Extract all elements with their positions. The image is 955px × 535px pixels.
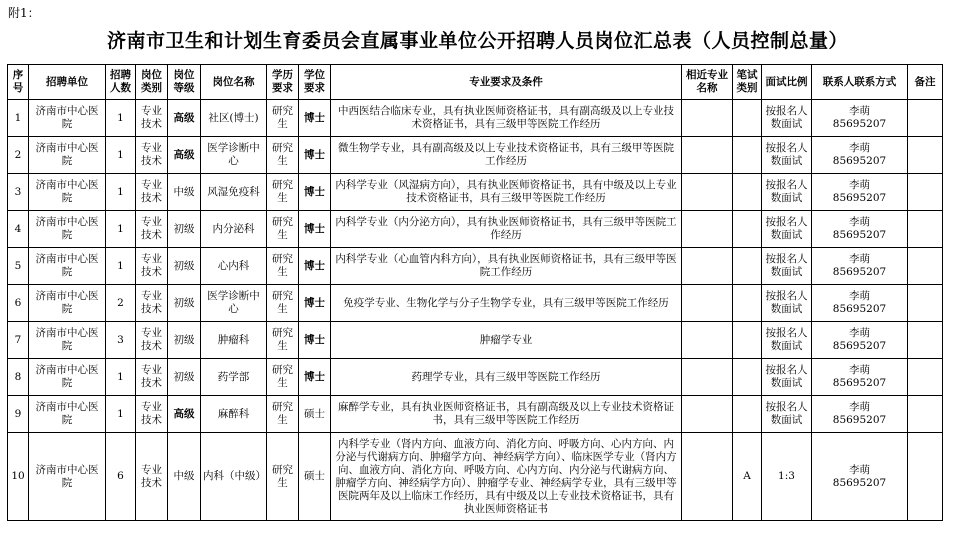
cell-count: 1	[106, 359, 136, 396]
cell-interview-ratio: 按报名人数面试	[762, 174, 812, 211]
table-row	[8, 248, 943, 285]
header-remarks: 备注	[908, 65, 943, 100]
cell-interview-ratio: 按报名人数面试	[762, 322, 812, 359]
cell-seq: 4	[8, 211, 29, 248]
contact-phone: 85695207	[832, 303, 887, 315]
header-interview-ratio: 面试比例	[762, 65, 812, 100]
header-contact: 联系人联系方式	[812, 65, 908, 100]
header-seq: 序号	[8, 65, 29, 100]
cell-education: 研究生	[267, 211, 299, 248]
cell-degree: 博士	[299, 359, 331, 396]
contact-phone: 85695207	[832, 155, 887, 167]
cell-count: 6	[106, 433, 136, 521]
cell-exam-type	[733, 100, 762, 137]
cell-related-major	[682, 137, 733, 174]
cell-category: 专业技术	[136, 322, 168, 359]
header-unit: 招聘单位	[29, 65, 106, 100]
cell-count: 1	[106, 396, 136, 433]
cell-remarks	[908, 396, 943, 433]
cell-category: 专业技术	[136, 211, 168, 248]
cell-position: 肿瘤科	[201, 322, 267, 359]
contact-name: 李萌	[849, 364, 870, 376]
contact-name: 李萌	[849, 253, 870, 265]
cell-requirements: 内科学专业（心血管内科方向），具有执业医师资格证书，具有三级甲等医院工作经历	[331, 248, 682, 285]
cell-position: 内分泌科	[201, 211, 267, 248]
cell-related-major	[682, 322, 733, 359]
cell-count: 1	[106, 248, 136, 285]
cell-degree: 博士	[299, 248, 331, 285]
cell-seq: 1	[8, 100, 29, 137]
cell-interview-ratio: 按报名人数面试	[762, 285, 812, 322]
cell-education: 研究生	[267, 433, 299, 521]
cell-related-major	[682, 396, 733, 433]
table-row	[8, 433, 943, 521]
cell-category: 专业技术	[136, 174, 168, 211]
header-related-major: 相近专业名称	[682, 65, 733, 100]
cell-seq: 2	[8, 137, 29, 174]
contact-phone: 85695207	[832, 414, 887, 426]
cell-level: 中级	[168, 174, 201, 211]
cell-exam-type	[733, 174, 762, 211]
cell-requirements: 免疫学专业、生物化学与分子生物学专业，具有三级甲等医院工作经历	[331, 285, 682, 322]
cell-level: 初级	[168, 211, 201, 248]
contact-phone: 85695207	[832, 266, 887, 278]
cell-unit: 济南市中心医院	[29, 359, 106, 396]
cell-interview-ratio: 按报名人数面试	[762, 248, 812, 285]
cell-seq: 5	[8, 248, 29, 285]
table-row	[8, 211, 943, 248]
header-education: 学历要求	[267, 65, 299, 100]
cell-unit: 济南市中心医院	[29, 322, 106, 359]
cell-level: 中级	[168, 433, 201, 521]
cell-degree: 博士	[299, 137, 331, 174]
cell-position: 医学诊断中心	[201, 137, 267, 174]
cell-education: 研究生	[267, 359, 299, 396]
cell-position: 内科（中级）	[201, 433, 267, 521]
table-row	[8, 137, 943, 174]
cell-level: 高级	[168, 396, 201, 433]
cell-degree: 硕士	[299, 396, 331, 433]
header-requirements: 专业要求及条件	[331, 65, 682, 100]
cell-category: 专业技术	[136, 396, 168, 433]
cell-requirements: 中西医结合临床专业，具有执业医师资格证书，具有副高级及以上专业技术资格证书，具有三级甲等医院工作经历	[331, 100, 682, 137]
header-exam-type: 笔试类别	[733, 65, 762, 100]
contact-name: 李萌	[849, 463, 870, 476]
cell-unit: 济南市中心医院	[29, 396, 106, 433]
cell-seq: 8	[8, 359, 29, 396]
cell-interview-ratio: 按报名人数面试	[762, 396, 812, 433]
cell-remarks	[908, 248, 943, 285]
cell-related-major	[682, 433, 733, 521]
cell-category: 专业技术	[136, 248, 168, 285]
cell-requirements: 微生物学专业，具有副高级及以上专业技术资格证书，具有三级甲等医院工作经历	[331, 137, 682, 174]
cell-count: 1	[106, 137, 136, 174]
table-row	[8, 359, 943, 396]
cell-remarks	[908, 322, 943, 359]
cell-unit: 济南市中心医院	[29, 248, 106, 285]
cell-contact	[812, 433, 908, 521]
cell-exam-type: A	[733, 433, 762, 521]
cell-category: 专业技术	[136, 137, 168, 174]
table-row	[8, 174, 943, 211]
cell-category: 专业技术	[136, 100, 168, 137]
cell-degree: 博士	[299, 322, 331, 359]
contact-name: 李萌	[849, 105, 870, 117]
contact-phone: 85695207	[832, 377, 887, 389]
cell-seq: 7	[8, 322, 29, 359]
cell-related-major	[682, 174, 733, 211]
header-level: 岗位等级	[168, 65, 201, 100]
cell-contact	[812, 174, 908, 211]
header-degree: 学位要求	[299, 65, 331, 100]
cell-seq: 3	[8, 174, 29, 211]
cell-position: 心内科	[201, 248, 267, 285]
cell-contact	[812, 137, 908, 174]
cell-remarks	[908, 285, 943, 322]
cell-position: 风湿免疫科	[201, 174, 267, 211]
cell-exam-type	[733, 359, 762, 396]
cell-remarks	[908, 174, 943, 211]
cell-education: 研究生	[267, 248, 299, 285]
cell-seq: 6	[8, 285, 29, 322]
cell-exam-type	[733, 248, 762, 285]
contact-name: 李萌	[849, 216, 870, 228]
cell-exam-type	[733, 322, 762, 359]
cell-unit: 济南市中心医院	[29, 100, 106, 137]
cell-degree: 博士	[299, 211, 331, 248]
cell-level: 初级	[168, 359, 201, 396]
cell-requirements: 内科学专业（肾内方向、血液方向、消化方向、呼吸方向、心内方向、内分泌与代谢病方向、肿瘤学方向、神经病学方向）、临床医学专业（肾内方向、血液方向、消化方向、呼吸方向、心内方向、内分泌与代谢病方向、肿瘤学方向、神经病学方向）、肿瘤学专业、神经病学专业，具有三级甲等医院两年及以上临床工作经历，具有中级及以上专业技术资格证书，具有执业医师资格证书	[331, 433, 682, 521]
cell-category: 专业技术	[136, 433, 168, 521]
cell-level: 初级	[168, 248, 201, 285]
cell-position: 麻醉科	[201, 396, 267, 433]
cell-remarks	[908, 137, 943, 174]
cell-education: 研究生	[267, 285, 299, 322]
cell-remarks	[908, 211, 943, 248]
cell-category: 专业技术	[136, 359, 168, 396]
cell-contact	[812, 322, 908, 359]
table-row	[8, 285, 943, 322]
cell-unit: 济南市中心医院	[29, 137, 106, 174]
cell-contact	[812, 285, 908, 322]
cell-category: 专业技术	[136, 285, 168, 322]
cell-related-major	[682, 285, 733, 322]
cell-position: 药学部	[201, 359, 267, 396]
contact-name: 李萌	[849, 290, 870, 302]
header-count: 招聘人数	[106, 65, 136, 100]
cell-count: 1	[106, 211, 136, 248]
cell-education: 研究生	[267, 174, 299, 211]
cell-related-major	[682, 359, 733, 396]
cell-degree: 博士	[299, 100, 331, 137]
cell-level: 高级	[168, 100, 201, 137]
contact-phone: 85695207	[832, 229, 887, 241]
cell-requirements: 药理学专业，具有三级甲等医院工作经历	[331, 359, 682, 396]
cell-exam-type	[733, 137, 762, 174]
header-category: 岗位类别	[136, 65, 168, 100]
cell-requirements: 麻醉学专业，具有执业医师资格证书，具有副高级及以上专业技术资格证书，具有三级甲等医院工作经历	[331, 396, 682, 433]
cell-contact	[812, 248, 908, 285]
cell-education: 研究生	[267, 100, 299, 137]
cell-interview-ratio: 按报名人数面试	[762, 211, 812, 248]
cell-position: 医学诊断中心	[201, 285, 267, 322]
cell-position: 社区(博士)	[201, 100, 267, 137]
cell-level: 高级	[168, 137, 201, 174]
cell-exam-type	[733, 285, 762, 322]
table-row	[8, 322, 943, 359]
cell-level: 初级	[168, 285, 201, 322]
contact-phone: 85695207	[832, 340, 887, 352]
cell-interview-ratio: 按报名人数面试	[762, 137, 812, 174]
cell-remarks	[908, 100, 943, 137]
cell-interview-ratio: 按报名人数面试	[762, 359, 812, 396]
recruitment-table	[7, 64, 943, 521]
cell-education: 研究生	[267, 322, 299, 359]
cell-requirements: 内科学专业（内分泌方向），具有执业医师资格证书，具有三级甲等医院工作经历	[331, 211, 682, 248]
cell-count: 2	[106, 285, 136, 322]
cell-remarks	[908, 359, 943, 396]
cell-seq: 9	[8, 396, 29, 433]
cell-exam-type	[733, 396, 762, 433]
contact-phone: 85695207	[832, 476, 887, 489]
cell-education: 研究生	[267, 396, 299, 433]
cell-interview-ratio: 按报名人数面试	[762, 100, 812, 137]
cell-contact	[812, 100, 908, 137]
contact-name: 李萌	[849, 327, 870, 339]
cell-count: 1	[106, 174, 136, 211]
cell-related-major	[682, 248, 733, 285]
table-row	[8, 100, 943, 137]
cell-degree: 博士	[299, 285, 331, 322]
cell-contact	[812, 396, 908, 433]
cell-interview-ratio: 1:3	[762, 433, 812, 521]
cell-exam-type	[733, 211, 762, 248]
page-title: 济南市卫生和计划生育委员会直属事业单位公开招聘人员岗位汇总表（人员控制总量）	[106, 30, 848, 52]
appendix-label: 附1：	[8, 6, 40, 20]
cell-level: 初级	[168, 322, 201, 359]
cell-degree: 硕士	[299, 433, 331, 521]
cell-unit: 济南市中心医院	[29, 285, 106, 322]
cell-education: 研究生	[267, 137, 299, 174]
contact-phone: 85695207	[832, 192, 887, 204]
cell-seq: 10	[8, 433, 29, 521]
contact-phone: 85695207	[832, 118, 887, 130]
cell-remarks	[908, 433, 943, 521]
header-position: 岗位名称	[201, 65, 267, 100]
contact-name: 李萌	[849, 142, 870, 154]
contact-name: 李萌	[849, 401, 870, 413]
cell-unit: 济南市中心医院	[29, 211, 106, 248]
cell-unit: 济南市中心医院	[29, 433, 106, 521]
table-row	[8, 396, 943, 433]
cell-related-major	[682, 100, 733, 137]
cell-count: 1	[106, 100, 136, 137]
cell-related-major	[682, 211, 733, 248]
cell-contact	[812, 359, 908, 396]
cell-requirements: 肿瘤学专业	[331, 322, 682, 359]
cell-unit: 济南市中心医院	[29, 174, 106, 211]
contact-name: 李萌	[849, 179, 870, 191]
cell-count: 3	[106, 322, 136, 359]
cell-degree: 博士	[299, 174, 331, 211]
cell-contact	[812, 211, 908, 248]
header-row	[8, 65, 943, 100]
cell-requirements: 内科学专业（风湿病方向），具有执业医师资格证书，具有中级及以上专业技术资格证书，具有三级甲等医院工作经历	[331, 174, 682, 211]
